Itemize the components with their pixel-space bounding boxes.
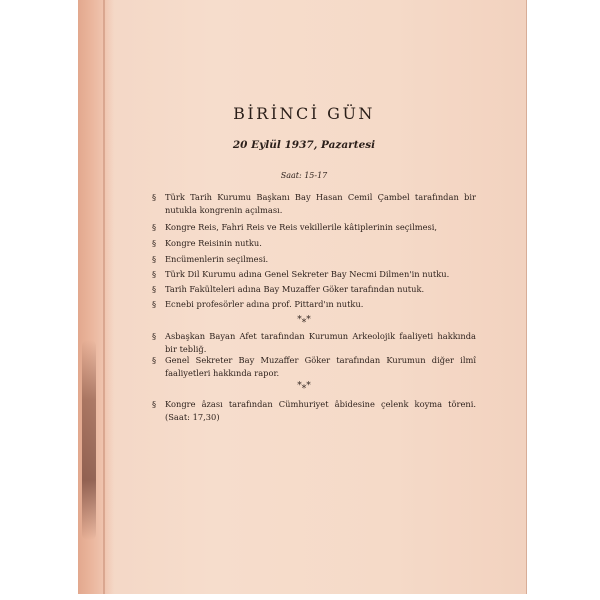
agenda-item-text: Ecnebi profesörler adına prof. Pittard'ın nutku. [165,299,364,309]
section-symbol: § [152,355,157,365]
section-symbol: § [152,222,157,232]
agenda-item-text: Tarih Fakülteleri adına Bay Muzaffer Göker tarafından nutuk. [165,284,425,294]
section-symbol: § [152,238,157,248]
agenda-item-text: Genel Sekreter Bay Muzaffer Göker tarafından Kurumun diğer ilmî faaliyetleri hakkında rapor. [165,355,476,378]
agenda-item [152,354,476,380]
section-separator: *⁎* [297,315,311,325]
agenda-item [152,398,476,424]
agenda-item-text: Türk Dil Kurumu adına Genel Sekreter Bay Necmi Dilmen'in nutku. [165,269,450,279]
agenda-item-text: Kongre Reisinin nutku. [165,238,262,248]
time-line: Saat: 15-17 [280,171,328,180]
section-separator: *⁎* [297,381,311,391]
agenda-item [152,253,476,266]
page-title: BİRİNCİ GÜN [233,104,375,123]
agenda-item [152,221,476,234]
section-symbol: § [152,399,157,409]
book-page [78,0,527,594]
binding-stain [82,340,96,540]
date-line: 20 Eylül 1937, Pazartesi [232,139,376,151]
agenda-item-text: Kongre Reis, Fahri Reis ve Reis vekillerile kâtiplerinin seçilmesi, [165,222,438,232]
agenda-item-text: Türk Tarih Kurumu Başkanı Bay Hasan Cemil Çambel tarafından bir nutukla kongrenin açılması. [165,192,476,215]
agenda-item [152,268,476,281]
agenda-item-text: Kongre âzası tarafından Cümhuriyet âbidesine çelenk koyma töreni. (Saat: 17,30) [165,399,476,422]
agenda-item [152,298,476,311]
binding-edge [103,0,105,594]
agenda-item [152,330,476,356]
agenda-item-text: Asbaşkan Bayan Afet tarafından Kurumun Arkeolojik faaliyeti hakkında bir tebliğ. [165,331,476,354]
section-symbol: § [152,299,157,309]
agenda-item [152,191,476,217]
section-symbol: § [152,331,157,341]
section-symbol: § [152,192,157,202]
section-symbol: § [152,269,157,279]
section-symbol: § [152,254,157,264]
agenda-item [152,237,476,250]
agenda-item [152,283,476,296]
agenda-item-text: Encümenlerin seçilmesi. [165,254,269,264]
section-symbol: § [152,284,157,294]
